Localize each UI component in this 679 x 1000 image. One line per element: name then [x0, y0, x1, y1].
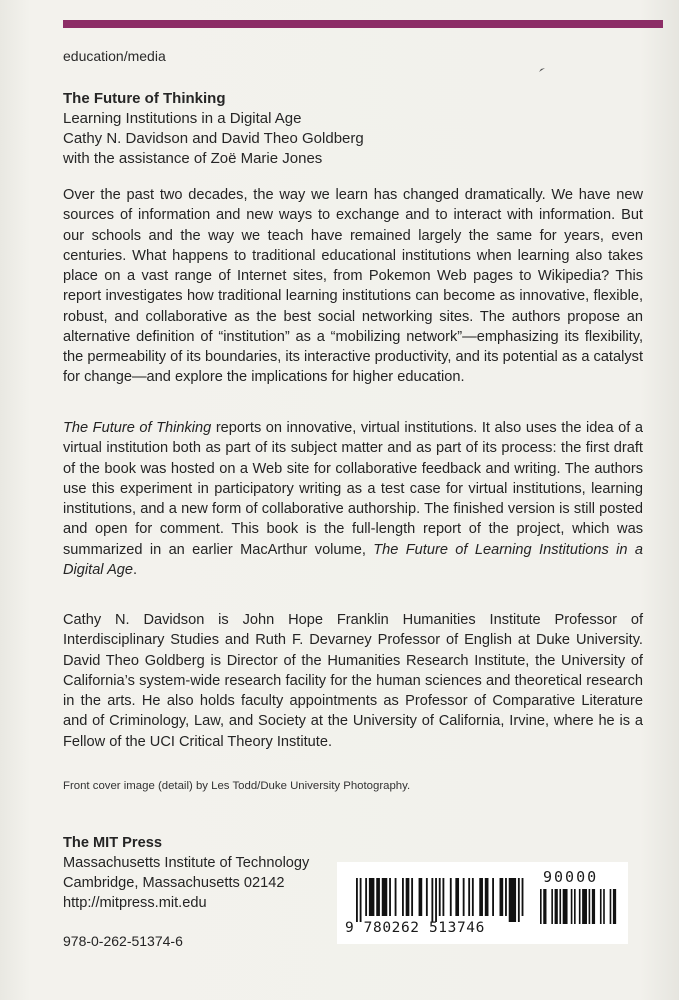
project-text: reports on innovative, virtual institutions. It also uses the idea of a virtual institution both as part of its subject matter and as part of its process: the first draft of the book was hosted on a Web site for collaborative feedback and writing. The authors use this experiment in participatory writing as a test case for virtual institutions, learning institutions, and a new form of collaborative authorship. The finished version is still posted and open for comment. This book is the full-length report of the project, which was summarized in an earlier MacArthur volume, — [63, 420, 643, 558]
barcode-bar — [376, 878, 380, 916]
barcode — [337, 862, 628, 944]
publisher-institute: Massachusetts Institute of Technology — [63, 855, 310, 871]
barcode-bar — [518, 878, 520, 922]
publisher-name: The MIT Press — [63, 835, 162, 851]
barcode-bar — [439, 878, 441, 916]
cover-image-credit: Front cover image (detail) by Les Todd/Duke University Photography. — [63, 780, 411, 792]
barcode-bar — [356, 878, 358, 922]
barcode-bar — [610, 889, 612, 924]
barcode-bar — [369, 878, 375, 916]
barcode-bar — [574, 889, 576, 924]
barcode-bar — [582, 889, 587, 924]
barcode-bar — [563, 889, 568, 924]
barcode-bar — [479, 878, 483, 916]
barcode-bar — [435, 878, 437, 922]
barcode-bar — [551, 889, 553, 924]
barcode-bar — [613, 889, 616, 924]
barcode-bar — [559, 889, 561, 924]
book-title: The Future of Thinking — [63, 90, 226, 107]
barcode-bar — [365, 878, 367, 916]
barcode-bar — [555, 889, 558, 924]
barcode-bar — [492, 878, 494, 916]
barcode-bar — [382, 878, 388, 916]
ean-barcode-bars — [356, 878, 536, 922]
author-bio-paragraph: Cathy N. Davidson is John Hope Franklin Humanities Institute Professor of Interdisciplinary Studies and Ruth F. Devarney Professor of English at Duke University. David Theo Goldberg is Director of the Humanities Research Institute, the University of California’s system-wide research facility for the human sciences and theoretical research in the arts. He also holds faculty appointments as Professor of Comparative Literature and of Criminology, Law, and Society at the University of California, Irvine, where he is a Fellow of the UCI Critical Theory Institute. — [63, 612, 643, 750]
barcode-bar — [579, 889, 581, 924]
barcode-bar — [522, 878, 524, 916]
barcode-bar — [468, 878, 470, 916]
barcode-bar — [431, 878, 433, 922]
barcode-bar — [426, 878, 428, 916]
publisher-url: http://mitpress.mit.edu — [63, 895, 207, 911]
title-reference: The Future of Thinking — [63, 420, 212, 436]
barcode-bar — [463, 878, 465, 916]
addon-barcode-bars — [540, 889, 618, 924]
barcode-bar — [442, 878, 444, 916]
paragraph-end: . — [133, 561, 138, 578]
publisher-block — [63, 833, 309, 913]
barcode-bar — [509, 878, 516, 922]
barcode-bar — [450, 878, 452, 916]
barcode-bar — [395, 878, 397, 916]
barcode-bar — [411, 878, 413, 916]
barcode-bar — [485, 878, 489, 916]
paper-speck — [539, 68, 545, 73]
barcode-digits: 9 780262 513746 — [345, 920, 485, 936]
barcode-bar — [603, 889, 605, 924]
barcode-bar — [455, 878, 459, 916]
barcode-bar — [505, 878, 507, 916]
addon-digits: 90000 — [543, 868, 599, 886]
project-paragraph — [63, 418, 643, 580]
barcode-bar — [472, 878, 474, 916]
publisher-city: Cambridge, Massachusetts 02142 — [63, 875, 285, 891]
barcode-bar — [540, 889, 542, 924]
barcode-bar — [600, 889, 602, 924]
barcode-bar — [543, 889, 546, 924]
barcode-bar — [571, 889, 573, 924]
isbn-number: 978-0-262-51374-6 — [63, 933, 183, 949]
description-paragraph: Over the past two decades, the way we learn has changed dramatically. We have new sources of information and new ways to exchange and to interact with information. But our schools and the way we teach have remained largely the same for years, even centuries. What happens to traditional educational institutions when learning also takes place on a vast range of Internet sites, from Pokemon Web pages to Wikipedia? This report investigates how traditional learning institutions can become as innovative, flexible, robust, and collaborative as the best social networking sites. The authors propose an alternative definition of “institution” as a “mobilizing network”—emphasizing its flexibility, the permeability of its boundaries, its interactive productivity, and its potential as a catalyst for change—and explore the implications for higher education. — [63, 187, 643, 386]
title-block — [63, 89, 623, 169]
barcode-bar — [589, 889, 591, 924]
barcode-bar — [402, 878, 404, 916]
barcode-bar — [419, 878, 423, 916]
book-authors: Cathy N. Davidson and David Theo Goldberg — [63, 130, 364, 147]
barcode-bar — [389, 878, 391, 916]
earlier-volume-title: The Future of Learning Institutions in a Digital Age — [63, 541, 643, 578]
category-label: education/media — [63, 48, 166, 64]
barcode-bar — [406, 878, 410, 916]
barcode-bar — [360, 878, 362, 922]
book-assistance: with the assistance of Zoë Marie Jones — [63, 150, 323, 167]
barcode-bar — [592, 889, 595, 924]
book-subtitle: Learning Institutions in a Digital Age — [63, 110, 302, 127]
top-color-rule — [63, 20, 663, 28]
barcode-bar — [500, 878, 504, 916]
